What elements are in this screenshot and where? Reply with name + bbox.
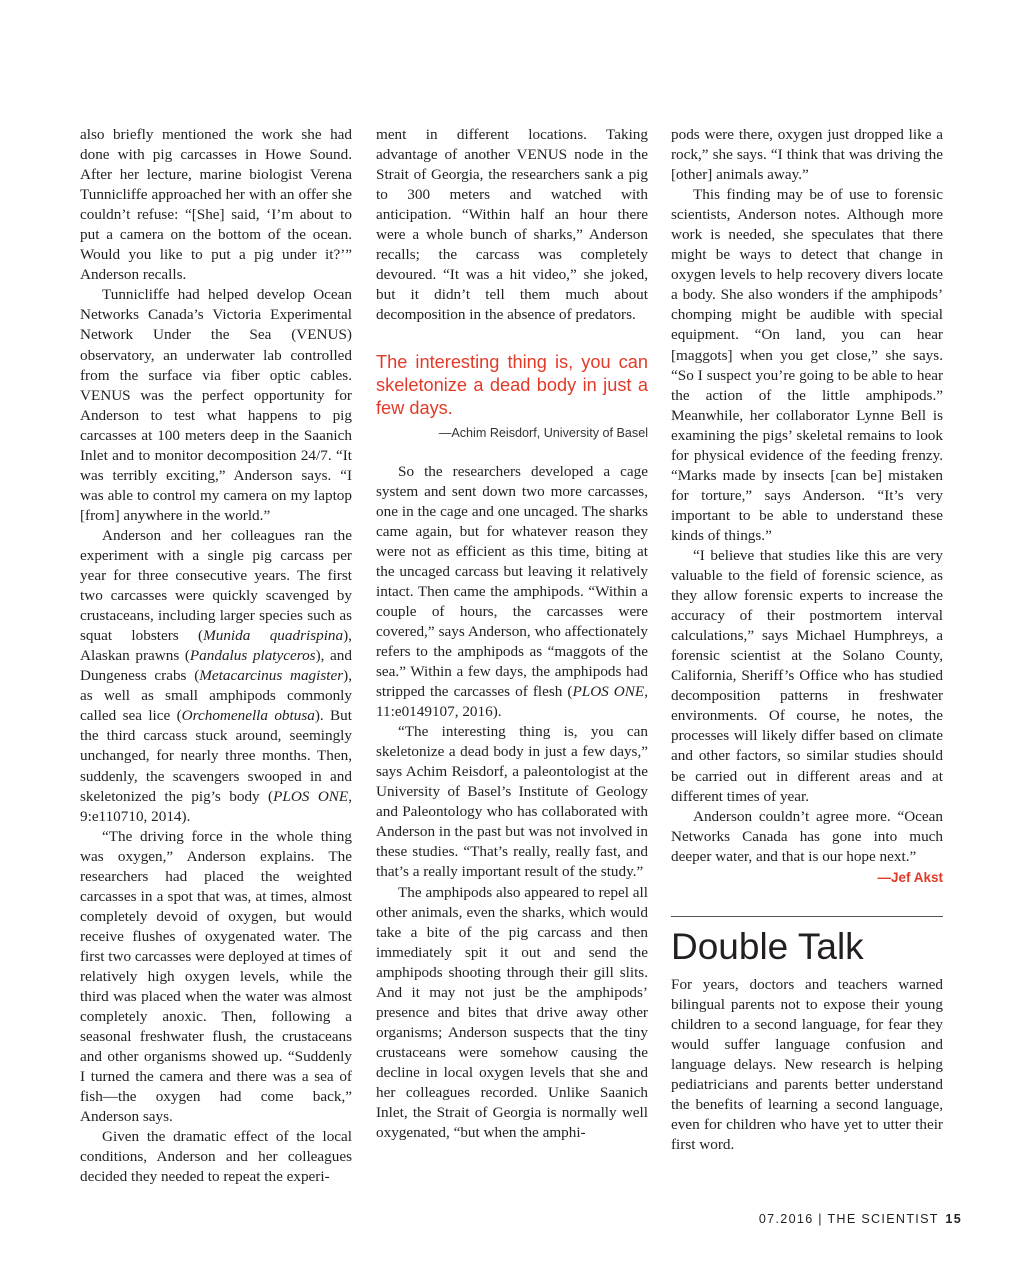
text-run: “The driving force in the whole thing was oxygen,” Anderson explains. The researchers had placed the weighted carcasses in a spot that was, at times, almost completely devoid of oxygen, but would receive flushes of oxygenated water. The first two carcasses were deployed at times of relatively high oxygen levels, while the third was placed when the water was almost completely anoxic. Then, following a seasonal freshwater flush, the crustaceans and other organisms showed up. “Suddenly I turned the camera and there was a sea of fish—the oxygen had come back,” Anderson says. [80, 827, 353, 1126]
section-divider [671, 916, 943, 917]
footer-issue: 07.2016 | THE SCIENTIST [758, 1212, 939, 1226]
article-column-2 [376, 125, 648, 1143]
paragraph [376, 883, 648, 1144]
text-run: ), Alaskan prawns ( [80, 627, 352, 665]
page-footer [759, 1212, 962, 1226]
italic-text: Metacarcinus magister [199, 667, 344, 685]
column3-body [671, 125, 943, 867]
sidebar-title: Double Talk [671, 925, 864, 967]
text-run: “I believe that studies like this are very valuable to the field of forensic science, as they allow forensic experts to increase the accuracy of their postmortem interval calculations,” says Michael Humphreys, a forensic scientist at the Solano County, California, Sheriff’s Office who has studied decomposition patterns in freshwater environments. Of course, he notes, the processes will likely differ based on climate and other factors, so similar studies should be carried out in different areas and at different times of year. [671, 546, 943, 805]
paragraph [80, 1127, 352, 1187]
text-run: ment in different locations. Taking advantage of another VENUS node in the Strait of Georgia, the researchers sank a pig to 300 meters and watched with anticipation. “Within half an hour there were a whole bunch of sharks,” Anderson recalls; the carcass was completely devoured. “It was a hit video,” she joked, but it didn’t tell them much about decomposition in the absence of predators. [376, 126, 648, 324]
pull-quote-text: The interesting thing is, you can skeletonize a dead body in just a few days. [376, 352, 648, 419]
paragraph [671, 807, 943, 867]
author-byline: —Jef Akst [877, 869, 943, 885]
paragraph [80, 827, 352, 1128]
paragraph [80, 526, 352, 827]
text-run: ), and Dungeness crabs ( [80, 647, 352, 685]
text-run: ), as well as small amphipods commonly called sea lice ( [80, 667, 353, 725]
italic-text: PLOS ONE [572, 683, 645, 701]
text-run: , 11:e0149107, 2016). [376, 683, 648, 721]
pull-quote [376, 351, 648, 443]
text-run: , 9:e110710, 2014). [80, 787, 352, 825]
text-run: For years, doctors and teachers warned bilingual parents not to expose their young children to a second language, for fear they would suffer language confusion and language delays. New research is helping pediatricians and parents better understand the benefits of learning a second language, even for children who have yet to utter their first word. [671, 975, 943, 1154]
text-run: Given the dramatic effect of the local conditions, Anderson and her colleagues decided they needed to repeat the experi- [80, 1128, 352, 1186]
italic-text: PLOS ONE [273, 787, 349, 805]
text-run: So the researchers developed a cage system and sent down two more carcasses, one in the cage and one uncaged. The sharks came again, but for whatever reason they were not as efficient as this time, biting at the uncaged carcass but leaving it relatively intact. Then came the amphipods. “Within a couple of hours, the carcasses were covered,” says Anderson, who affectionately refers to the amphipods as “maggots of the sea.” Within a few days, the amphipods had stripped the carcasses of flesh ( [376, 462, 648, 701]
pull-quote-attribution: —Achim Reisdorf, University of Basel [438, 426, 648, 441]
paragraph [80, 285, 352, 526]
text-run: pods were there, oxygen just dropped like a rock,” she says. “I think that was driving the [other] animals away.” [671, 126, 943, 184]
text-run: “The interesting thing is, you can skeletonize a dead body in just a few days,” says Achim Reisdorf, a paleontologist at the University of Basel’s Institute of Geology and Paleontology who has collaborated with Anderson in the past but was not involved in these studies. “That’s really, really fast, and that’s a really important result of the study.” [376, 723, 648, 881]
paragraph [671, 185, 943, 546]
paragraph [376, 462, 648, 723]
italic-text: Orchomenella obtusa [181, 707, 315, 725]
paragraph [671, 546, 943, 807]
italic-text: Pandalus platyceros [189, 647, 316, 665]
text-run: also briefly mentioned the work she had done with pig carcasses in Howe Sound. After her lecture, marine biologist Verena Tunnicliffe approached her with an offer she couldn’t refuse: “[She] said, ‘I’m about to put a camera on the bottom of the ocean. Would you like to put a pig under it?’” Anderson recalls. [80, 126, 352, 284]
text-run: ). But the third carcass stuck around, seemingly unchanged, for nearly three months. Then, suddenly, the scavengers swooped in and skeletonized the pig’s body ( [80, 707, 352, 805]
text-run: Anderson and her colleagues ran the experiment with a single pig carcass per year for three consecutive years. The first two carcasses were quickly scavenged by crustaceans, including larger species such as squat lobsters ( [80, 526, 352, 645]
text-run: Anderson couldn’t agree more. “Ocean Networks Canada has gone into much deeper water, and that is our hope next.” [671, 807, 943, 865]
sidebar-body [671, 975, 943, 1155]
paragraph [671, 125, 943, 185]
column2-body-top [376, 125, 648, 325]
article-column-1 [80, 125, 352, 1187]
page-number: 15 [945, 1212, 962, 1226]
text-run: Tunnicliffe had helped develop Ocean Networks Canada’s Victoria Experimental Network Under the Sea (VENUS) observatory, an underwater lab controlled from the surface via fiber optic cables. VENUS was the perfect opportunity for Anderson to test what happens to pig carcasses at 100 meters deep in the Saanich Inlet and to monitor decomposition 24/7. “It was terribly exciting,” Anderson says. “I was able to control my camera on my laptop [from] anywhere in the world.” [80, 286, 352, 524]
paragraph [671, 975, 943, 1155]
paragraph [376, 722, 648, 882]
article-column-3 [671, 125, 943, 1155]
paragraph [376, 125, 648, 325]
text-run: The amphipods also appeared to repel all other animals, even the sharks, which would take a bite of the pig carcass and then immediately spit it out and send the amphipods shooting through their gill slits. And it may not just be the amphipods’ presence and bites that drive away other organisms; Anderson suspects that the tiny crustaceans were somehow causing the decline in local oxygen levels that she and her colleagues recorded. Unlike Saanich Inlet, the Strait of Georgia is normally well oxygenated, “but when the amphi- [376, 883, 648, 1142]
column1-body [80, 125, 352, 1187]
paragraph [80, 125, 352, 285]
italic-text: Munida quadrispina [203, 627, 344, 645]
text-run: This finding may be of use to forensic scientists, Anderson notes. Although more work is needed, she speculates that there might be ways to detect that change in oxygen levels to help recovery divers locate a body. She also wonders if the amphipods’ chomping might be audible with special equipment. “On land, you can hear [maggots] when you get close,” she says. “So I suspect you’re going to be able to hear the action of the little amphipods.” Meanwhile, her collaborator Lynne Bell is examining the pigs’ skeletal remains to look for physical evidence of the feeding frenzy. “Marks made by insects [can be] mistaken for torture,” says Anderson. “It’s very important to be able to understand these kinds of things.” [671, 186, 943, 544]
column2-body-bottom [376, 462, 648, 1144]
